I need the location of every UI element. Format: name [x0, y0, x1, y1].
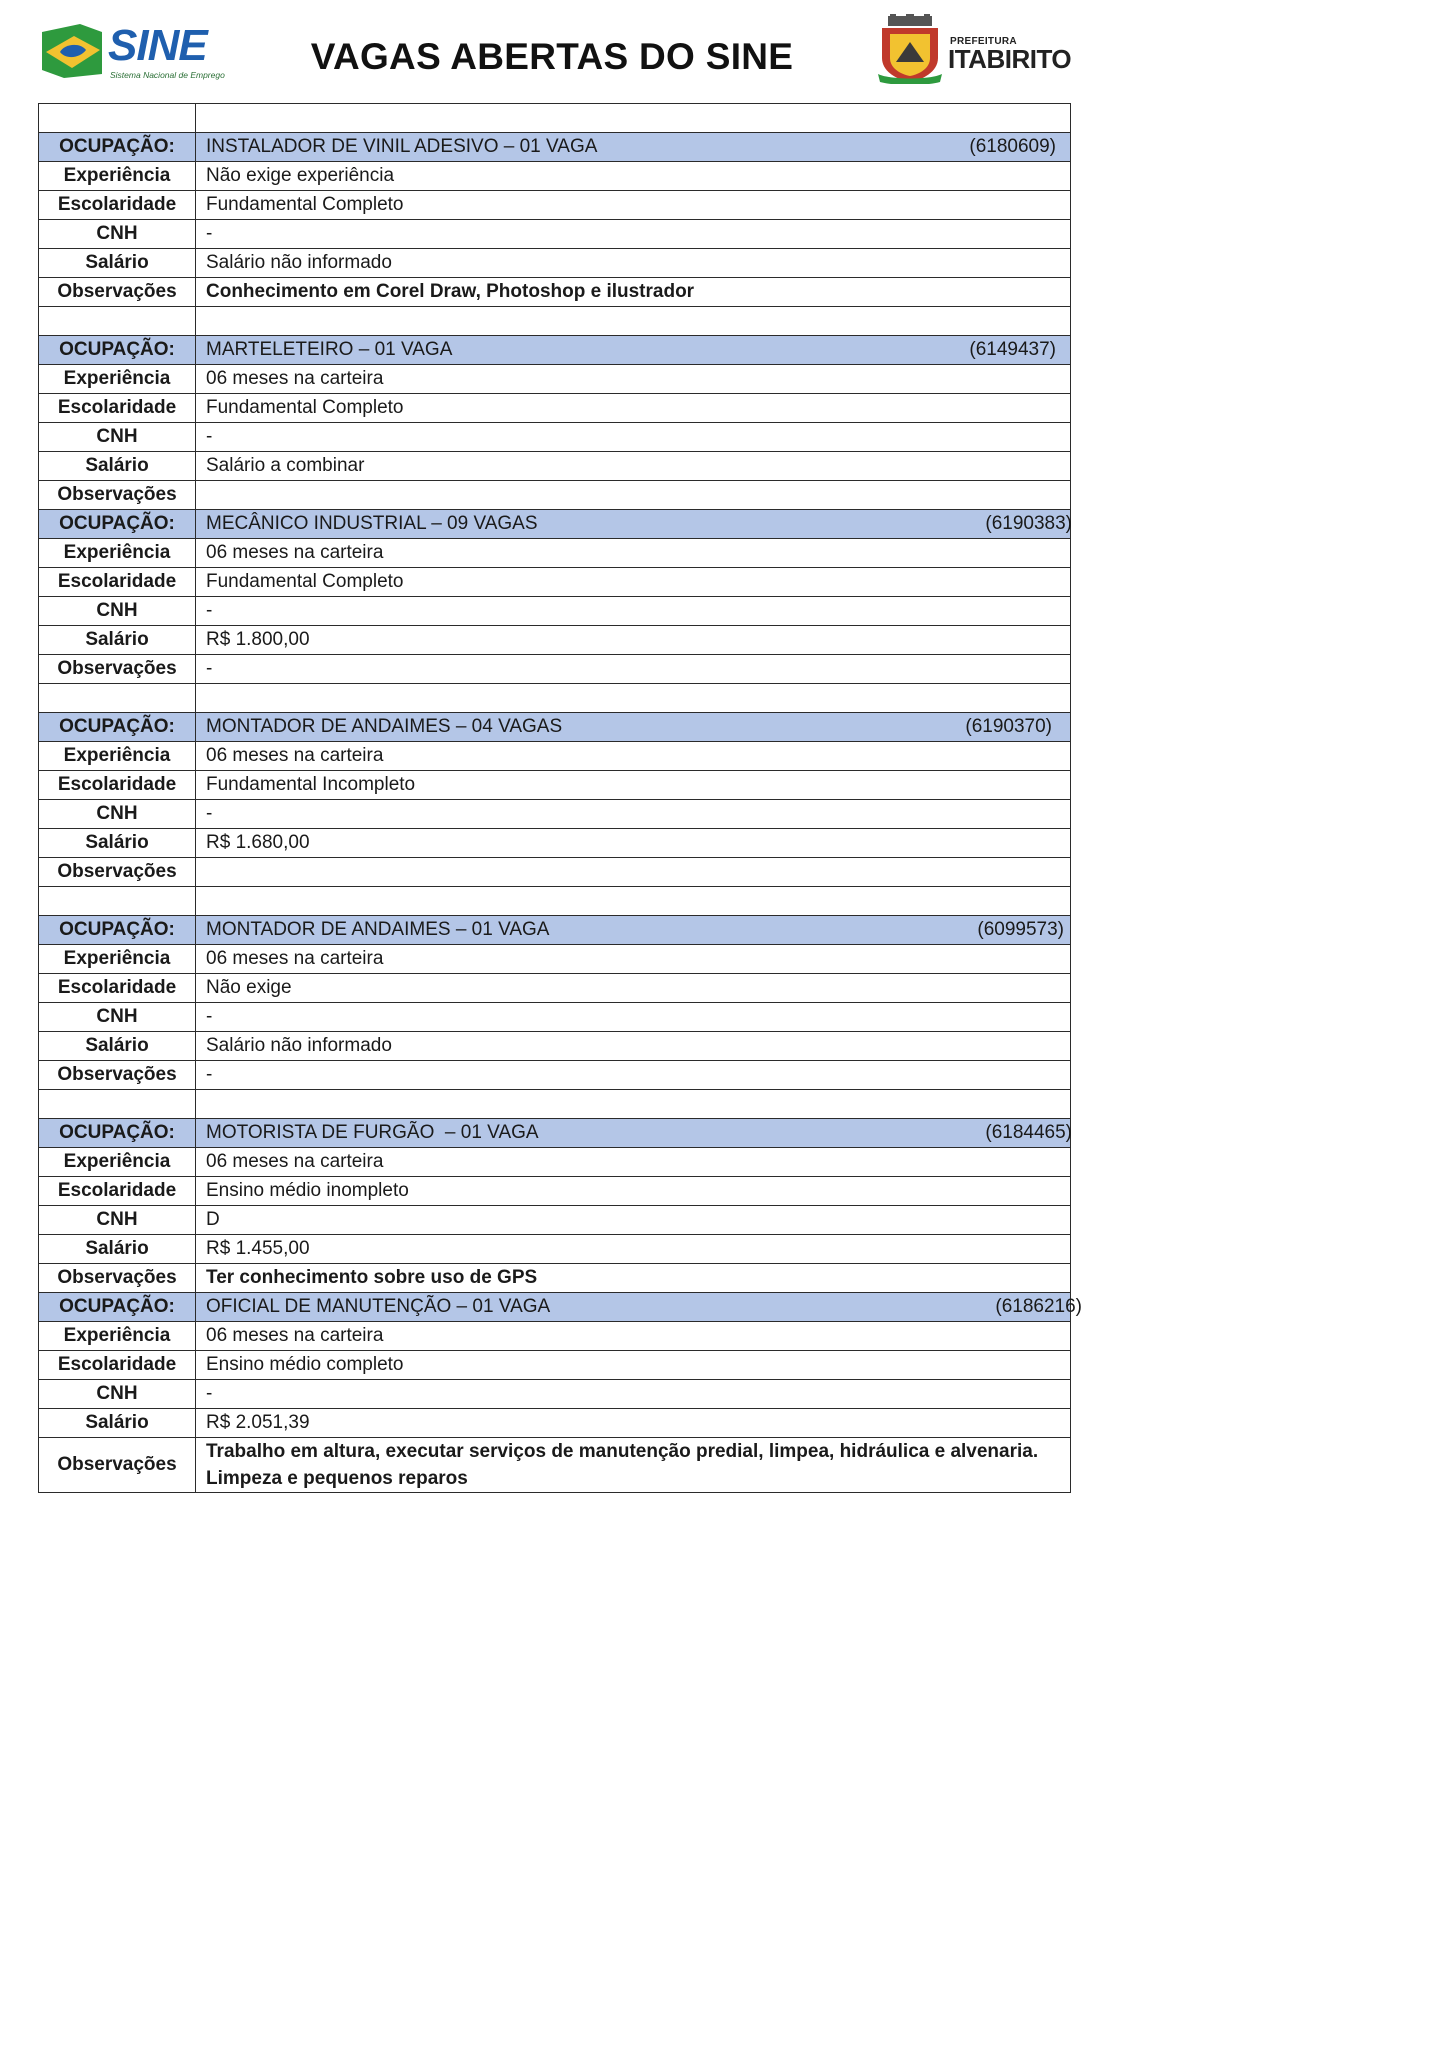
experiencia-value: 06 meses na carteira — [196, 742, 1071, 771]
page-title: VAGAS ABERTAS DO SINE — [310, 36, 794, 77]
occupation-title: MONTADOR DE ANDAIMES – 04 VAGAS — [206, 716, 563, 737]
occupation-label: OCUPAÇÃO: — [39, 510, 196, 539]
experiencia-value: 06 meses na carteira — [196, 539, 1071, 568]
detail-row-escolaridade — [39, 191, 1071, 220]
escolaridade-label: Escolaridade — [39, 1177, 196, 1206]
detail-row-observacoes — [39, 655, 1071, 684]
detail-row-cnh — [39, 800, 1071, 829]
observacoes-value — [196, 481, 1071, 510]
occupation-row — [39, 1293, 1071, 1322]
observacoes-value: Ter conhecimento sobre uso de GPS — [196, 1264, 1071, 1293]
spacer-cell — [39, 104, 196, 133]
occupation-value — [206, 513, 1072, 535]
spacer-cell — [196, 104, 1071, 133]
spacer-cell — [196, 307, 1071, 336]
detail-row-escolaridade — [39, 1177, 1071, 1206]
detail-row-escolaridade — [39, 974, 1071, 1003]
experiencia-label: Experiência — [39, 162, 196, 191]
cnh-label: CNH — [39, 220, 196, 249]
escolaridade-label: Escolaridade — [39, 974, 196, 1003]
occupation-row — [39, 1119, 1071, 1148]
spacer-cell — [39, 684, 196, 713]
observacoes-value: - — [196, 655, 1071, 684]
cnh-label: CNH — [39, 800, 196, 829]
city-crest-icon — [876, 14, 944, 84]
occupation-label: OCUPAÇÃO: — [39, 336, 196, 365]
occupation-code: (6180609) — [969, 136, 1056, 157]
detail-row-observacoes — [39, 481, 1071, 510]
detail-row-cnh — [39, 220, 1071, 249]
occupation-title: OFICIAL DE MANUTENÇÃO – 01 VAGA — [206, 1296, 551, 1317]
detail-row-escolaridade — [39, 568, 1071, 597]
escolaridade-value: Fundamental Completo — [196, 191, 1071, 220]
detail-row-salario — [39, 626, 1071, 655]
observacoes-label: Observações — [39, 278, 196, 307]
detail-row-escolaridade — [39, 394, 1071, 423]
occupation-value — [206, 1122, 1072, 1144]
salario-value: R$ 2.051,39 — [196, 1409, 1071, 1438]
occupation-value-cell — [196, 1119, 1071, 1148]
escolaridade-value: Não exige — [196, 974, 1071, 1003]
detail-row-observacoes — [39, 1061, 1071, 1090]
observacoes-label: Observações — [39, 1061, 196, 1090]
observacoes-label: Observações — [39, 481, 196, 510]
salario-label: Salário — [39, 626, 196, 655]
occupation-value-cell — [196, 336, 1071, 365]
detail-row-cnh — [39, 1206, 1071, 1235]
escolaridade-label: Escolaridade — [39, 191, 196, 220]
salario-label: Salário — [39, 249, 196, 278]
detail-row-observacoes — [39, 278, 1071, 307]
sine-logo-word: SINE — [108, 21, 207, 70]
detail-row-experiencia — [39, 945, 1071, 974]
cnh-label: CNH — [39, 423, 196, 452]
observacoes-value: - — [196, 1061, 1071, 1090]
experiencia-value: Não exige experiência — [196, 162, 1071, 191]
detail-row-experiencia — [39, 742, 1071, 771]
detail-row-salario — [39, 829, 1071, 858]
prefeitura-label: PREFEITURA — [950, 36, 1017, 47]
experiencia-value: 06 meses na carteira — [196, 945, 1071, 974]
occupation-value — [206, 919, 1064, 941]
escolaridade-label: Escolaridade — [39, 568, 196, 597]
salario-label: Salário — [39, 1032, 196, 1061]
experiencia-label: Experiência — [39, 539, 196, 568]
escolaridade-value: Fundamental Incompleto — [196, 771, 1071, 800]
experiencia-label: Experiência — [39, 945, 196, 974]
salario-label: Salário — [39, 452, 196, 481]
spacer-cell — [196, 684, 1071, 713]
spacer-row — [39, 1090, 1071, 1119]
observacoes-label: Observações — [39, 655, 196, 684]
escolaridade-value: Ensino médio completo — [196, 1351, 1071, 1380]
salario-label: Salário — [39, 829, 196, 858]
cnh-value: - — [196, 1003, 1071, 1032]
detail-row-cnh — [39, 597, 1071, 626]
detail-row-salario — [39, 452, 1071, 481]
occupation-value — [206, 339, 1060, 361]
salario-value: Salário a combinar — [196, 452, 1071, 481]
spacer-cell — [39, 1090, 196, 1119]
occupation-value — [206, 136, 1060, 158]
job-openings-table — [38, 103, 1082, 1493]
detail-row-salario — [39, 1409, 1071, 1438]
cnh-value: - — [196, 220, 1071, 249]
occupation-value — [206, 1296, 1082, 1318]
occupation-value-cell — [196, 133, 1071, 162]
occupation-title: MARTELETEIRO – 01 VAGA — [206, 339, 453, 360]
spacer-row — [39, 887, 1071, 916]
observacoes-label: Observações — [39, 1264, 196, 1293]
spacer-row — [39, 307, 1071, 336]
observacoes-label: Observações — [39, 1438, 196, 1493]
occupation-title: MECÂNICO INDUSTRIAL – 09 VAGAS — [206, 513, 538, 534]
cnh-label: CNH — [39, 1380, 196, 1409]
salario-value: R$ 1.800,00 — [196, 626, 1071, 655]
sine-logo-subtitle: Sistema Nacional de Emprego — [110, 70, 225, 80]
escolaridade-label: Escolaridade — [39, 1351, 196, 1380]
spacer-row — [39, 104, 1071, 133]
cnh-value: - — [196, 1380, 1071, 1409]
occupation-value-cell — [196, 713, 1071, 742]
occupation-value-cell — [196, 510, 1071, 539]
salario-value: R$ 1.455,00 — [196, 1235, 1071, 1264]
occupation-code: (6186216) — [995, 1296, 1082, 1317]
escolaridade-label: Escolaridade — [39, 771, 196, 800]
occupation-code: (6184465) — [985, 1122, 1072, 1143]
spacer-cell — [196, 887, 1071, 916]
prefeitura-itabirito-logo — [876, 14, 1072, 84]
salario-label: Salário — [39, 1409, 196, 1438]
cnh-label: CNH — [39, 1206, 196, 1235]
cnh-value: D — [196, 1206, 1071, 1235]
detail-row-escolaridade — [39, 1351, 1071, 1380]
experiencia-value: 06 meses na carteira — [196, 1148, 1071, 1177]
spacer-cell — [39, 307, 196, 336]
occupation-title: INSTALADOR DE VINIL ADESIVO – 01 VAGA — [206, 136, 598, 157]
observacoes-value: Conhecimento em Corel Draw, Photoshop e ilustrador — [196, 278, 1071, 307]
salario-value: R$ 1.680,00 — [196, 829, 1071, 858]
occupation-code: (6190383) — [985, 513, 1072, 534]
escolaridade-label: Escolaridade — [39, 394, 196, 423]
salario-value: Salário não informado — [196, 249, 1071, 278]
occupation-row — [39, 510, 1071, 539]
occupation-label: OCUPAÇÃO: — [39, 713, 196, 742]
cnh-value: - — [196, 597, 1071, 626]
occupation-label: OCUPAÇÃO: — [39, 133, 196, 162]
detail-row-salario — [39, 1235, 1071, 1264]
cnh-label: CNH — [39, 597, 196, 626]
detail-row-salario — [39, 249, 1071, 278]
detail-row-experiencia — [39, 365, 1071, 394]
observacoes-value: Trabalho em altura, executar serviços de manutenção predial, limpea, hidráulica e alvenaria. Limpeza e pequenos reparos — [196, 1438, 1071, 1493]
detail-row-experiencia — [39, 1148, 1071, 1177]
occupation-code: (6149437) — [969, 339, 1056, 360]
spacer-cell — [39, 887, 196, 916]
occupation-label: OCUPAÇÃO: — [39, 1293, 196, 1322]
observacoes-value — [196, 858, 1071, 887]
occupation-code: (6190370) — [965, 716, 1052, 737]
detail-row-observacoes — [39, 858, 1071, 887]
experiencia-value: 06 meses na carteira — [196, 365, 1071, 394]
detail-row-cnh — [39, 423, 1071, 452]
cnh-label: CNH — [39, 1003, 196, 1032]
occupation-label: OCUPAÇÃO: — [39, 916, 196, 945]
occupation-label: OCUPAÇÃO: — [39, 1119, 196, 1148]
experiencia-label: Experiência — [39, 742, 196, 771]
detail-row-experiencia — [39, 539, 1071, 568]
occupation-title: MOTORISTA DE FURGÃO – 01 VAGA — [206, 1122, 539, 1143]
observacoes-label: Observações — [39, 858, 196, 887]
detail-row-experiencia — [39, 1322, 1071, 1351]
occupation-code: (6099573) — [977, 919, 1064, 940]
occupation-value — [206, 716, 1060, 738]
experiencia-label: Experiência — [39, 365, 196, 394]
detail-row-salario — [39, 1032, 1071, 1061]
spacer-row — [39, 684, 1071, 713]
occupation-value-cell — [196, 1293, 1082, 1322]
salario-label: Salário — [39, 1235, 196, 1264]
salario-value: Salário não informado — [196, 1032, 1071, 1061]
experiencia-value: 06 meses na carteira — [196, 1322, 1071, 1351]
occupation-value-cell — [196, 916, 1071, 945]
escolaridade-value: Fundamental Completo — [196, 568, 1071, 597]
experiencia-label: Experiência — [39, 1322, 196, 1351]
itabirito-label: ITABIRITO — [948, 44, 1072, 74]
detail-row-observacoes — [39, 1264, 1071, 1293]
occupation-row — [39, 713, 1071, 742]
detail-row-cnh — [39, 1003, 1071, 1032]
cnh-value: - — [196, 423, 1071, 452]
occupation-row — [39, 133, 1071, 162]
occupation-row — [39, 336, 1071, 365]
cnh-value: - — [196, 800, 1071, 829]
escolaridade-value: Ensino médio inompleto — [196, 1177, 1071, 1206]
escolaridade-value: Fundamental Completo — [196, 394, 1071, 423]
spacer-cell — [196, 1090, 1071, 1119]
experiencia-label: Experiência — [39, 1148, 196, 1177]
detail-row-experiencia — [39, 162, 1071, 191]
detail-row-cnh — [39, 1380, 1071, 1409]
detail-row-escolaridade — [39, 771, 1071, 800]
page-header — [0, 0, 1104, 100]
occupation-row — [39, 916, 1071, 945]
detail-row-observacoes — [39, 1438, 1071, 1493]
occupation-title: MONTADOR DE ANDAIMES – 01 VAGA — [206, 919, 550, 940]
